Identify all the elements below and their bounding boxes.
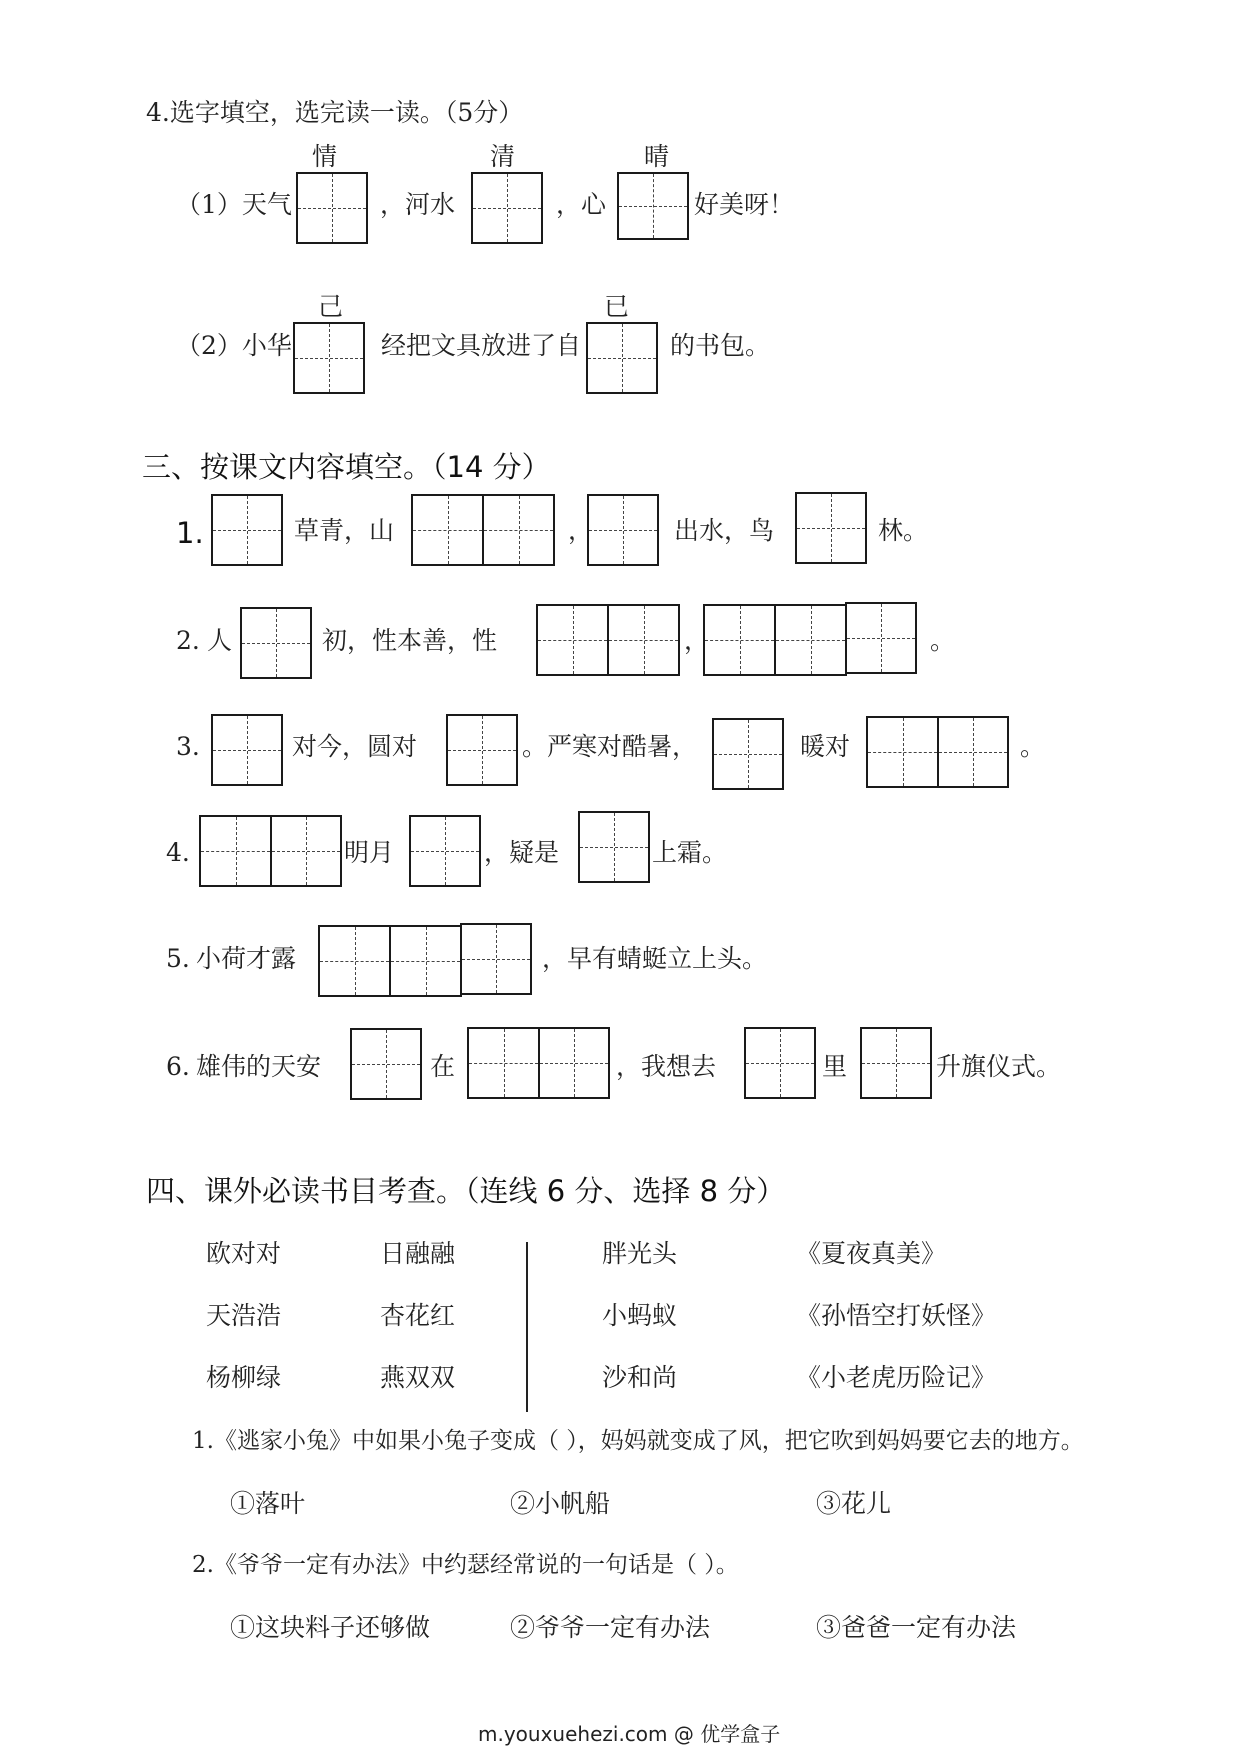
item-text: ，早有蜻蜓立上头。 bbox=[542, 944, 768, 973]
item-text: 初，性本善，性 bbox=[322, 626, 498, 655]
item-text: 人 bbox=[207, 626, 233, 655]
answer-box[interactable] bbox=[795, 492, 867, 564]
question-4-title: 4.选字填空，选完读一读。（5分） bbox=[146, 98, 524, 127]
item-number: 3. bbox=[176, 732, 200, 761]
row-text: ，心 bbox=[556, 190, 607, 219]
item-text: 出水，鸟 bbox=[674, 516, 775, 545]
answer-box[interactable] bbox=[937, 716, 1009, 788]
hint-char: 已 bbox=[604, 292, 630, 321]
hint-char: 晴 bbox=[644, 142, 670, 171]
match-item[interactable]: 燕双双 bbox=[380, 1363, 456, 1392]
answer-box[interactable] bbox=[467, 1027, 540, 1099]
match-item[interactable]: 杨柳绿 bbox=[206, 1363, 282, 1392]
footer-watermark: m.youxuehezi.com @ 优学盒子 bbox=[478, 1722, 781, 1746]
answer-box[interactable] bbox=[587, 494, 659, 566]
item-text: ， bbox=[568, 516, 594, 545]
option[interactable]: ①落叶 bbox=[230, 1489, 306, 1518]
option[interactable]: ①这块料子还够做 bbox=[230, 1613, 431, 1642]
item-number: 6. bbox=[166, 1052, 190, 1081]
answer-box[interactable] bbox=[270, 815, 342, 887]
section-3-title: 三、按课文内容填空。（14 分） bbox=[142, 450, 551, 484]
item-text: ，我想去 bbox=[616, 1052, 717, 1081]
match-item[interactable]: 杏花红 bbox=[380, 1301, 456, 1330]
answer-box[interactable] bbox=[471, 172, 543, 244]
question-text: 1.《逃家小兔》中如果小兔子变成（ ），妈妈就变成了风，把它吹到妈妈要它去的地方。 bbox=[192, 1428, 1084, 1454]
section-4-title: 四、课外必读书目考查。（连线 6 分、选择 8 分） bbox=[146, 1174, 786, 1208]
answer-box[interactable] bbox=[350, 1028, 422, 1100]
answer-box[interactable] bbox=[318, 925, 391, 997]
answer-box[interactable] bbox=[409, 815, 481, 887]
item-text: 雄伟的天安 bbox=[196, 1052, 322, 1081]
answer-box[interactable] bbox=[578, 811, 650, 883]
match-item[interactable]: 沙和尚 bbox=[602, 1363, 678, 1392]
match-item[interactable]: 胖光头 bbox=[602, 1239, 678, 1268]
answer-box[interactable] bbox=[296, 172, 368, 244]
item-text: 暖对 bbox=[800, 732, 851, 761]
answer-box[interactable] bbox=[744, 1027, 816, 1099]
row-text: 的书包。 bbox=[670, 331, 771, 360]
item-text: 对今，圆对 bbox=[292, 732, 418, 761]
answer-box[interactable] bbox=[538, 1027, 610, 1099]
answer-box[interactable] bbox=[866, 716, 939, 788]
answer-box[interactable] bbox=[446, 714, 518, 786]
match-item[interactable]: 《孙悟空打妖怪》 bbox=[796, 1301, 997, 1330]
divider-line bbox=[526, 1242, 528, 1412]
option[interactable]: ②爷爷一定有办法 bbox=[510, 1613, 711, 1642]
row-text: ，河水 bbox=[380, 190, 456, 219]
item-text: 小荷才露 bbox=[196, 944, 297, 973]
item-text: 明月 bbox=[344, 838, 395, 867]
answer-box[interactable] bbox=[240, 607, 312, 679]
item-text: 上霜。 bbox=[652, 838, 728, 867]
answer-box[interactable] bbox=[845, 602, 917, 674]
item-number: 1. bbox=[176, 516, 204, 550]
item-text: ，疑是 bbox=[484, 838, 560, 867]
answer-box[interactable] bbox=[536, 604, 609, 676]
item-text: 在 bbox=[430, 1052, 456, 1081]
option[interactable]: ③花儿 bbox=[816, 1489, 892, 1518]
match-item[interactable]: 天浩浩 bbox=[206, 1301, 282, 1330]
match-item[interactable]: 《夏夜真美》 bbox=[796, 1239, 947, 1268]
row-label: （2）小华 bbox=[176, 331, 292, 360]
item-text: ， bbox=[684, 626, 710, 655]
answer-box[interactable] bbox=[211, 714, 283, 786]
match-item[interactable]: 《小老虎历险记》 bbox=[796, 1363, 997, 1392]
answer-box[interactable] bbox=[199, 815, 272, 887]
item-text: 。 bbox=[930, 626, 956, 655]
hint-char: 情 bbox=[312, 142, 338, 171]
item-number: 4. bbox=[166, 838, 190, 867]
row-label: （1）天气 bbox=[176, 190, 292, 219]
answer-box[interactable] bbox=[774, 604, 847, 676]
answer-box[interactable] bbox=[607, 604, 680, 676]
answer-box[interactable] bbox=[411, 494, 484, 566]
answer-box[interactable] bbox=[703, 604, 776, 676]
answer-box[interactable] bbox=[860, 1027, 932, 1099]
option[interactable]: ③爸爸一定有办法 bbox=[816, 1613, 1017, 1642]
item-text: 林。 bbox=[878, 516, 929, 545]
question-text: 2.《爷爷一定有办法》中约瑟经常说的一句话是（ ）。 bbox=[192, 1552, 739, 1578]
answer-box[interactable] bbox=[211, 494, 283, 566]
item-text: 里 bbox=[822, 1052, 848, 1081]
match-item[interactable]: 欧对对 bbox=[206, 1239, 282, 1268]
answer-box[interactable] bbox=[712, 718, 784, 790]
item-number: 2. bbox=[176, 626, 200, 655]
answer-box[interactable] bbox=[482, 494, 555, 566]
hint-char: 清 bbox=[490, 142, 516, 171]
hint-char: 己 bbox=[318, 292, 344, 321]
answer-box[interactable] bbox=[389, 925, 462, 997]
row-text: 好美呀！ bbox=[694, 190, 795, 219]
item-text: 草青，山 bbox=[294, 516, 395, 545]
item-text: 升旗仪式。 bbox=[936, 1052, 1062, 1081]
answer-box[interactable] bbox=[460, 923, 532, 995]
match-item[interactable]: 日融融 bbox=[380, 1239, 456, 1268]
item-number: 5. bbox=[166, 944, 190, 973]
row-text: 经把文具放进了自 bbox=[381, 331, 582, 360]
item-text: 。严寒对酷暑， bbox=[522, 732, 698, 761]
option[interactable]: ②小帆船 bbox=[510, 1489, 611, 1518]
answer-box[interactable] bbox=[617, 172, 689, 240]
match-item[interactable]: 小蚂蚁 bbox=[602, 1301, 678, 1330]
answer-box[interactable] bbox=[586, 322, 658, 394]
item-text: 。 bbox=[1020, 732, 1046, 761]
answer-box[interactable] bbox=[293, 322, 365, 394]
